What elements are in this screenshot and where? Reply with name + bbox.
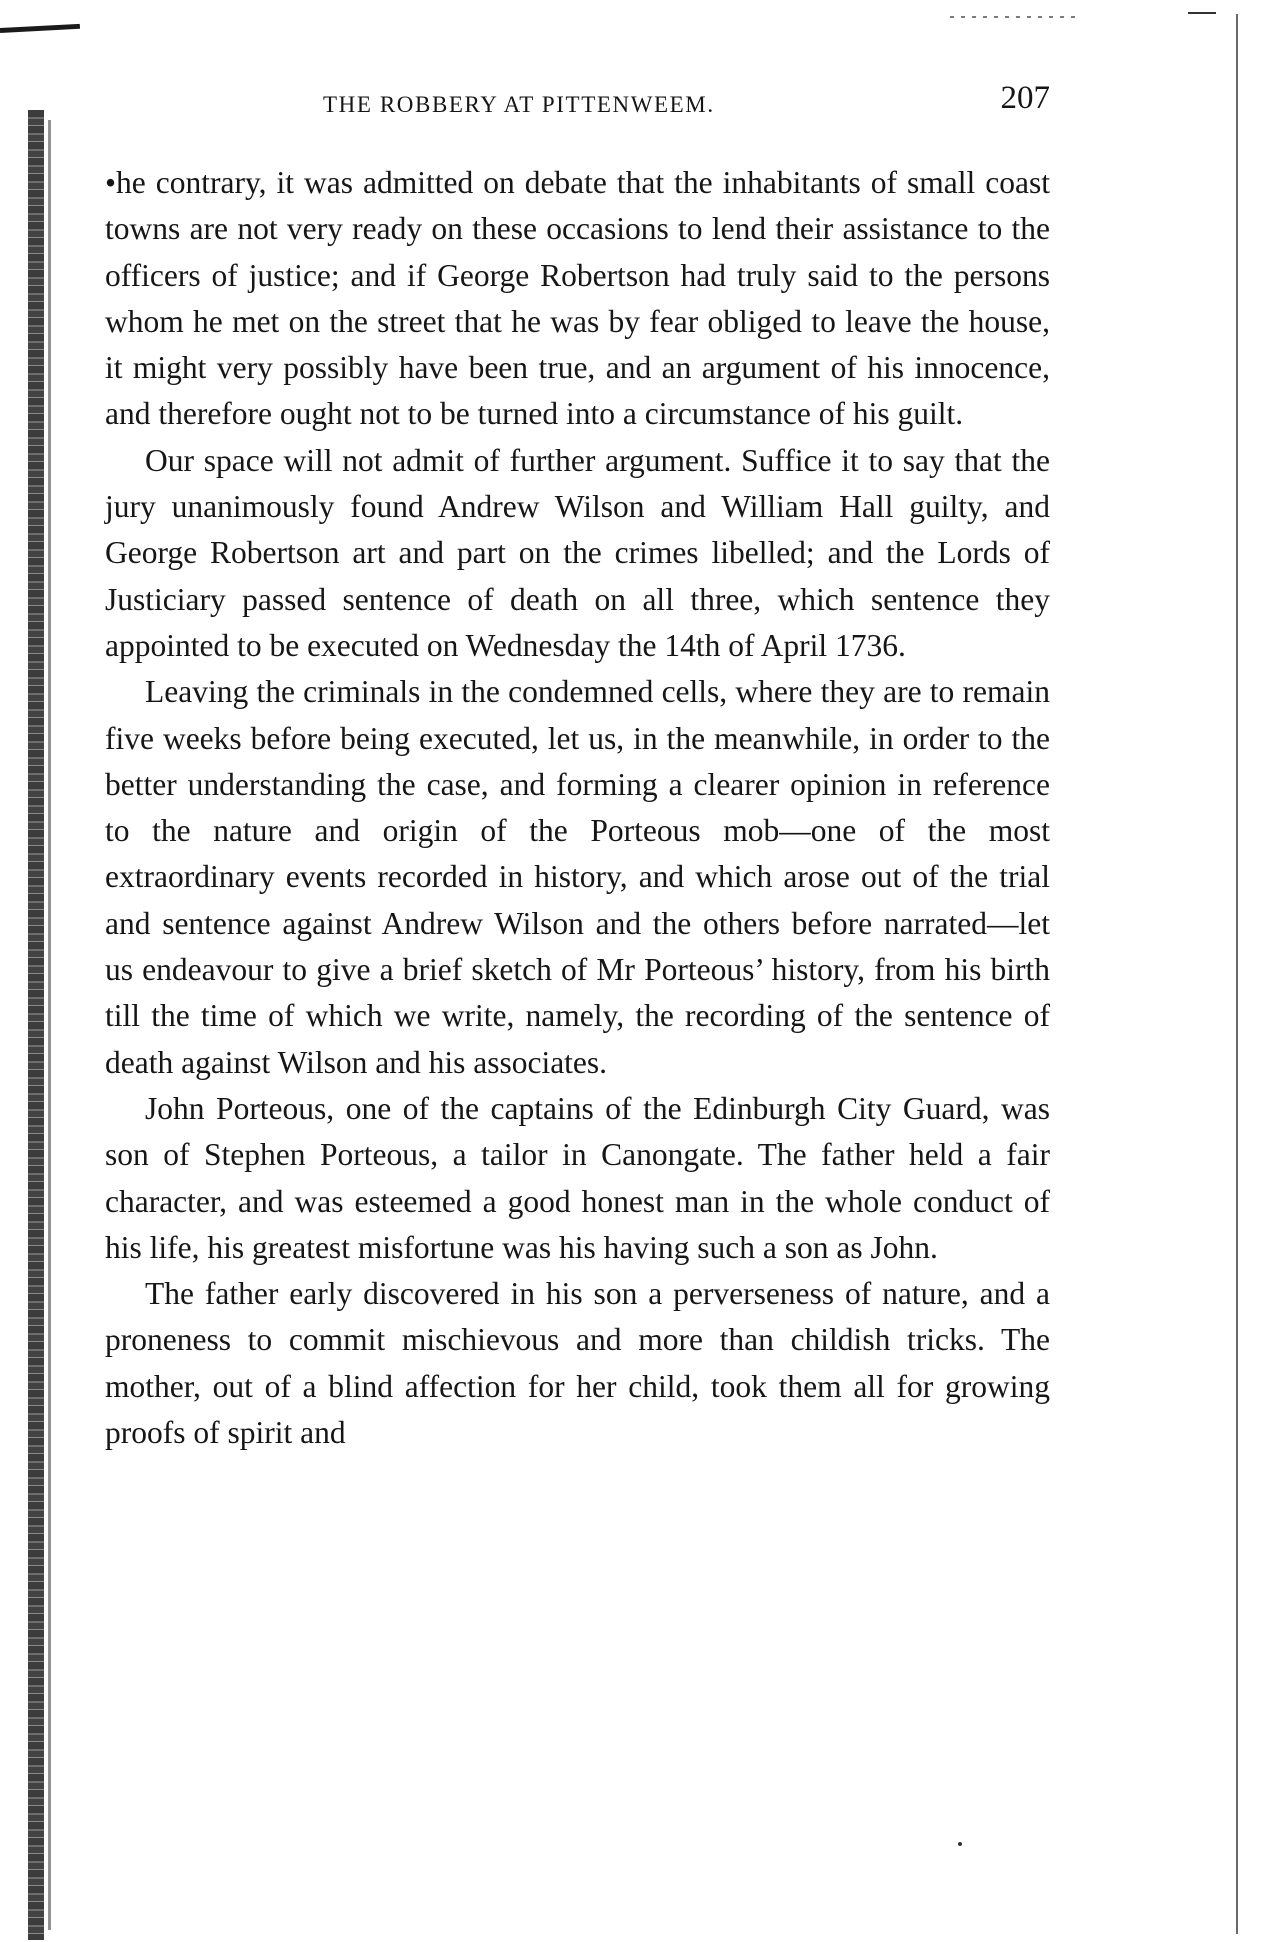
running-head <box>105 80 1050 130</box>
body-text <box>105 160 1050 1456</box>
scan-speck <box>958 1842 962 1846</box>
scan-right-edge <box>1236 14 1238 1934</box>
binding-edge <box>28 110 44 1940</box>
scan-corner-mark <box>0 24 80 33</box>
paragraph-continued: •he contrary, it was admitted on debate that the inhabitants of small coast towns are not very ready on these occasions to lend their assistance to the officers of justice; and if George Robertson had truly said to the persons whom he met on the street that he was by fear obliged to leave the house, it might very possibly have been true, and an argument of his innocence, and therefore ought not to be turned into a circumstance of his guilt. <box>105 165 1050 432</box>
page-number: 207 <box>1000 80 1050 116</box>
scan-top-specks <box>950 16 1080 18</box>
paragraph-porteous-intro: Leaving the criminals in the condemned cells, where they are to remain five weeks before being executed, let us, in the meanwhile, in order to the better understanding the case, and forming a clearer opinion in reference to the nature and origin of the Porteous mob—one of the most extraordinary events recorded in history, and which arose out of the trial and sentence against Andrew Wilson and the others before narrated—let us endeavour to give a brief sketch of Mr Porteous’ history, from his birth till the time of which we write, namely, the recording of the sentence of death against Wilson and his associates. <box>105 674 1050 1080</box>
scan-top-right-mark <box>1188 12 1216 14</box>
running-title: THE ROBBERY AT PITTENWEEM. <box>323 92 715 117</box>
paragraph-verdict: Our space will not admit of further argument. Suffice it to say that the jury unanimously found Andrew Wilson and William Hall guilty, and George Robertson art and part on the crimes libelled; and the Lords of Justiciary passed sentence of death on all three, which sentence they appointed to be executed on Wednesday the 14th of April 1736. <box>105 442 1050 663</box>
paragraph-john-porteous: John Porteous, one of the captains of the Edinburgh City Guard, was son of Stephen Porteous, a tailor in Canongate. The father held a fair character, and was esteemed a good honest man in the whole conduct of his life, his greatest misfortune was his having such a son as John. <box>105 1090 1050 1265</box>
paragraph-childhood: The father early discovered in his son a perverseness of nature, and a proneness to commit mischievous and more than childish tricks. The mother, out of a blind affection for her child, took them all for growing proofs of spirit and <box>105 1276 1050 1451</box>
binding-edge-line <box>48 120 51 1930</box>
